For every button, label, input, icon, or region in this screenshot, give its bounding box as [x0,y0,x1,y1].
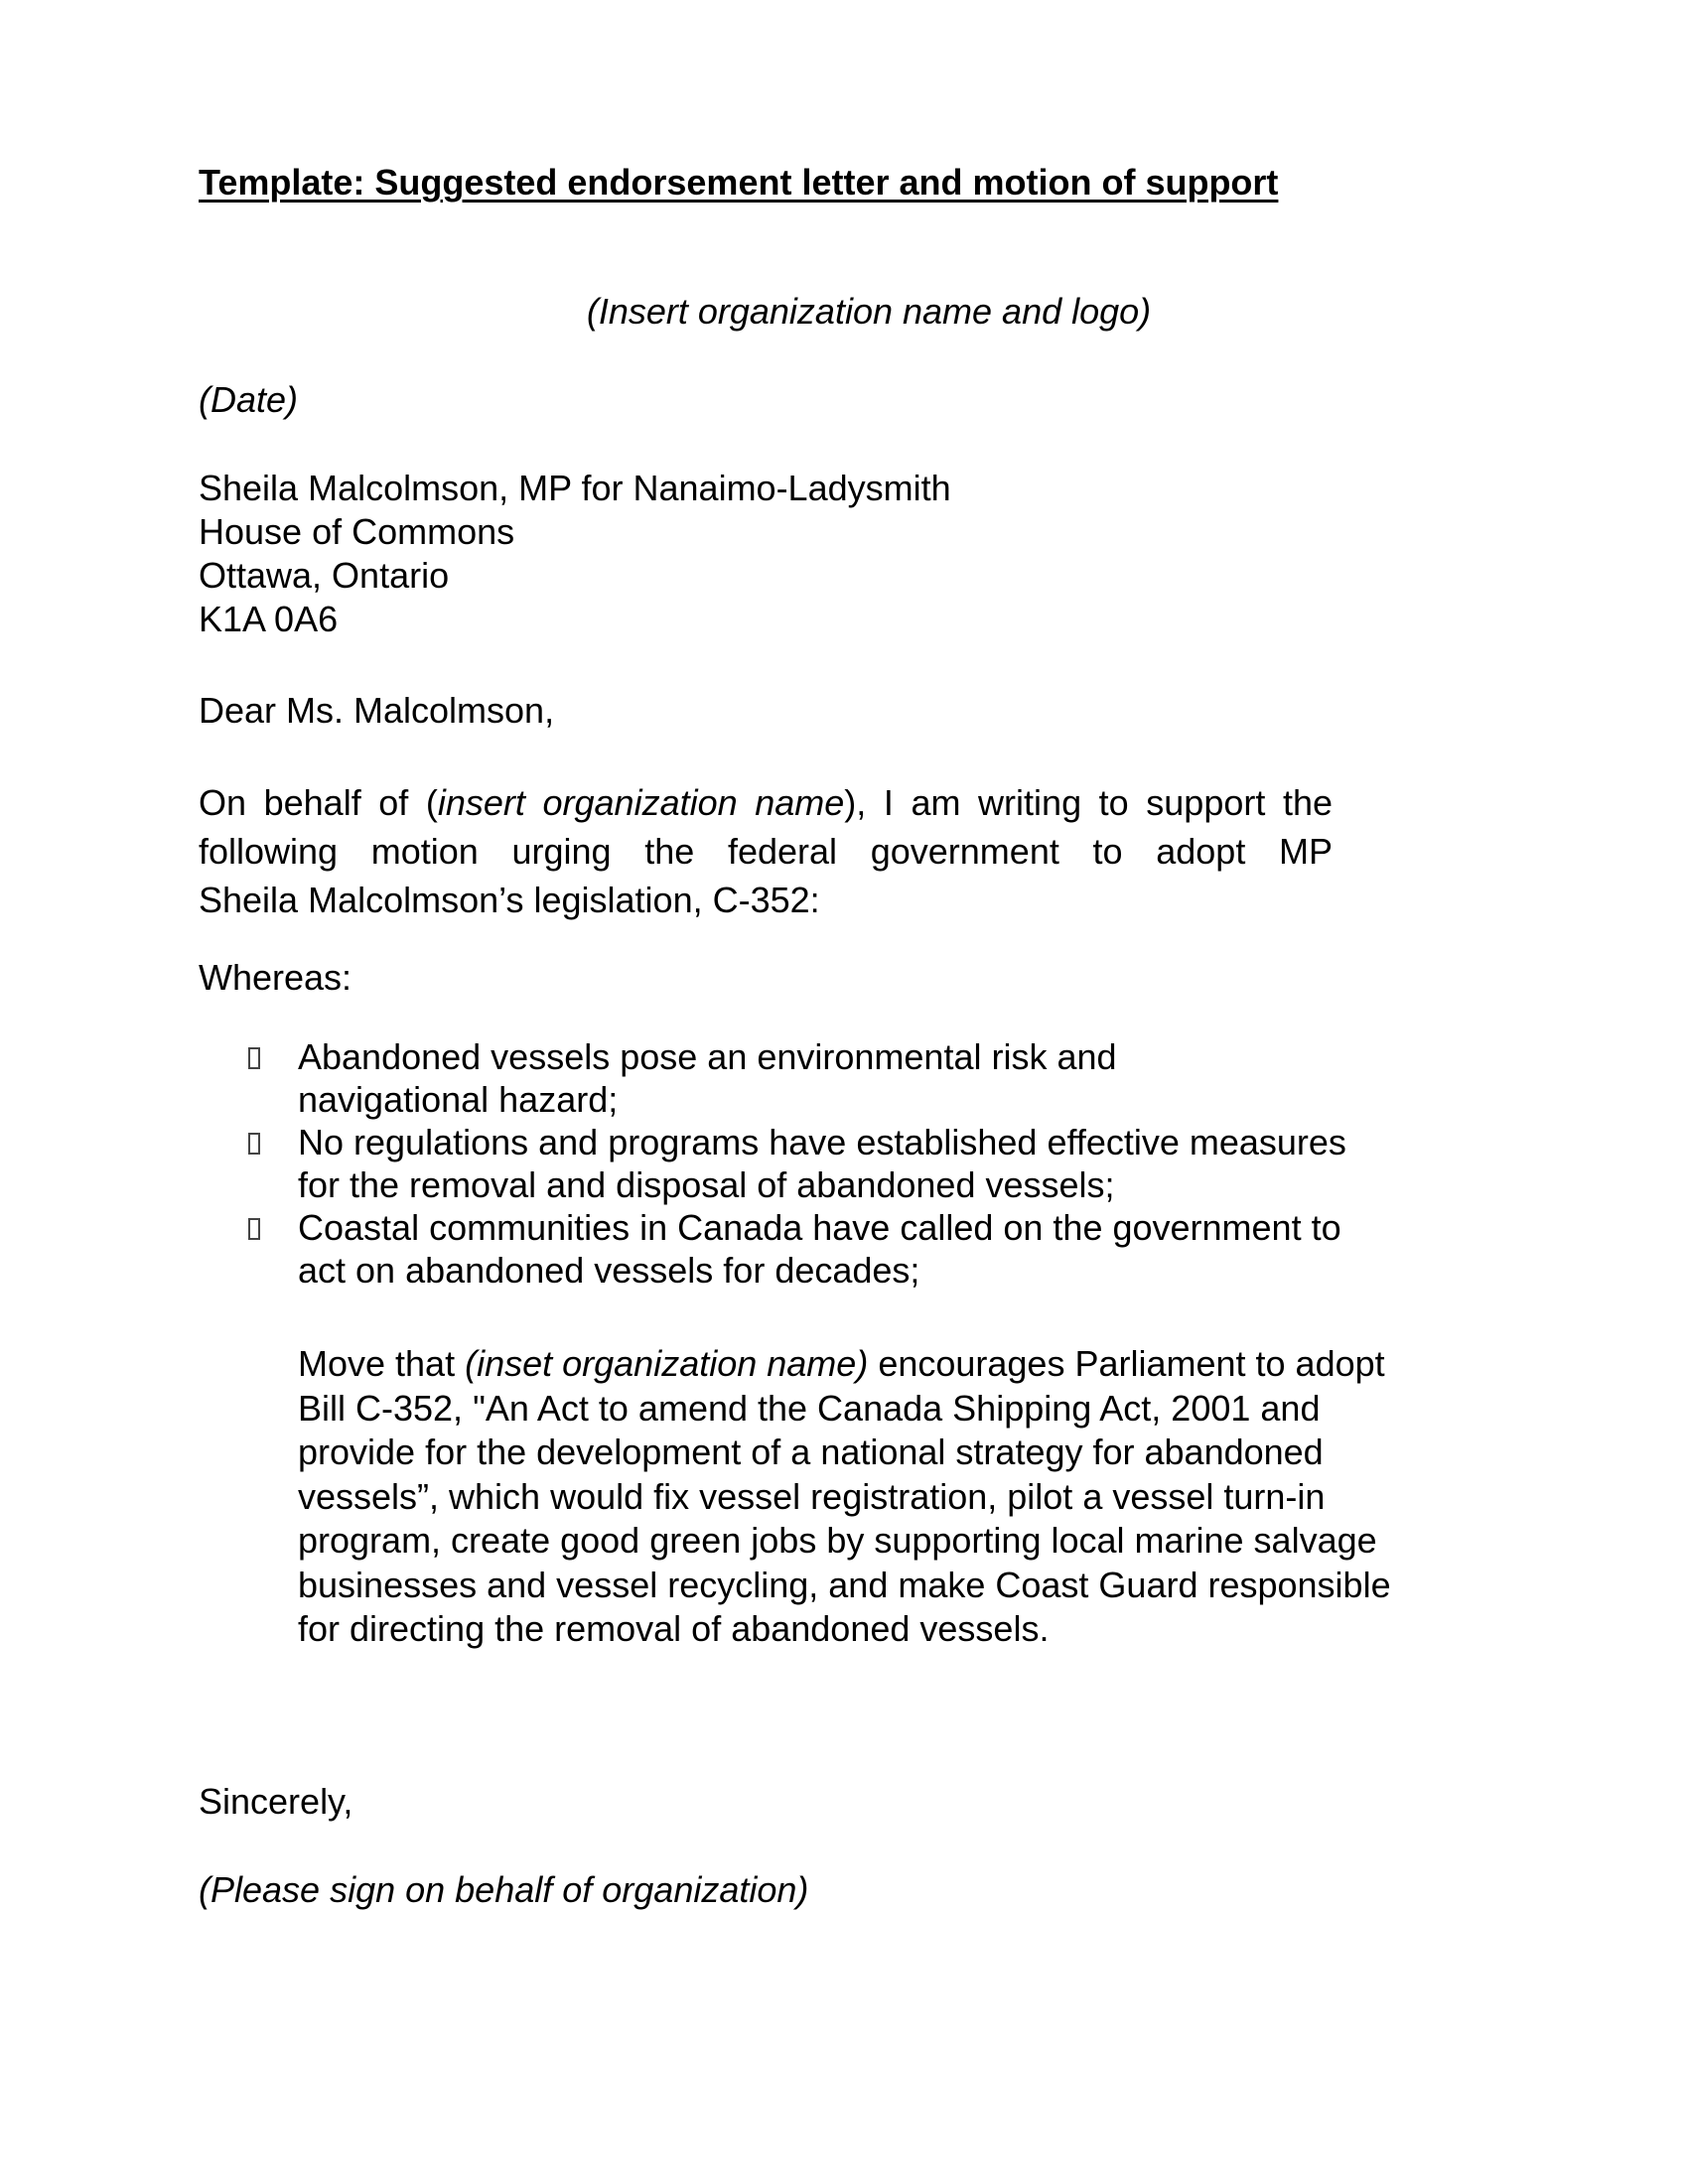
address-line-city: Ottawa, Ontario [199,555,450,596]
closing: Sincerely, [199,1781,353,1822]
motion-line-3: provide for the development of a national strategy for abandoned [298,1432,1324,1472]
motion-line-5: program, create good green jobs by supporting local marine salvage [298,1520,1377,1561]
motion-line-4: vessels”, which would fix vessel registration, pilot a vessel turn-in [298,1475,1326,1517]
bullet-box-icon [248,1047,260,1069]
recipient-address [199,467,951,641]
list-item-line: act on abandoned vessels for decades; [298,1250,920,1291]
list-item-line: No regulations and programs have established effective measures [298,1122,1346,1162]
intro-prefix: On behalf of ( [199,782,438,823]
motion-line-1 [298,1342,1391,1387]
motion-line-6: businesses and vessel recycling, and make Coast Guard responsible [298,1564,1391,1605]
address-line-postal-code: K1A 0A6 [199,599,339,639]
signature-placeholder: (Please sign on behalf of organization) [199,1869,809,1910]
motion-prefix: Move that [298,1343,466,1384]
list-item-line: for the removal and disposal of abandoned vessels; [298,1164,1115,1205]
motion-paragraph [298,1342,1391,1652]
whereas-label: Whereas: [199,957,352,998]
intro-line-2: following motion urging the federal government to adopt MP [199,831,1333,872]
motion-line-1-suffix: encourages Parliament to adopt [868,1343,1385,1384]
date-placeholder: (Date) [199,379,299,420]
document-title: Template: Suggested endorsement letter and motion of support [199,162,1279,203]
intro-line-3: Sheila Malcolmson’s legislation, C-352: [199,880,820,920]
list-item [199,1035,1489,1121]
intro-org-placeholder: insert organization name [437,782,845,823]
salutation: Dear Ms. Malcolmson, [199,690,555,731]
intro-line-1 [199,778,1333,827]
whereas-list [199,1035,1489,1292]
list-item-line: Coastal communities in Canada have called on the government to [298,1207,1341,1248]
list-item [199,1121,1489,1206]
motion-org-placeholder: (inset organization name) [465,1343,869,1384]
list-item [199,1206,1489,1292]
address-line-house: House of Commons [199,511,515,552]
motion-line-2: Bill C-352, "An Act to amend the Canada Shipping Act, 2001 and [298,1387,1321,1429]
intro-line-1-suffix: ), I am writing to support the [844,782,1333,823]
intro-paragraph [199,778,1333,924]
list-item-line: Abandoned vessels pose an environmental risk and [298,1036,1117,1077]
list-item-line: navigational hazard; [298,1079,619,1120]
address-line-name: Sheila Malcolmson, MP for Nanaimo-Ladysmith [199,468,951,508]
bullet-box-icon [248,1218,260,1240]
bullet-box-icon [248,1133,260,1155]
motion-line-7: for directing the removal of abandoned vessels. [298,1608,1050,1649]
organization-name-placeholder: (Insert organization name and logo) [586,291,1152,332]
